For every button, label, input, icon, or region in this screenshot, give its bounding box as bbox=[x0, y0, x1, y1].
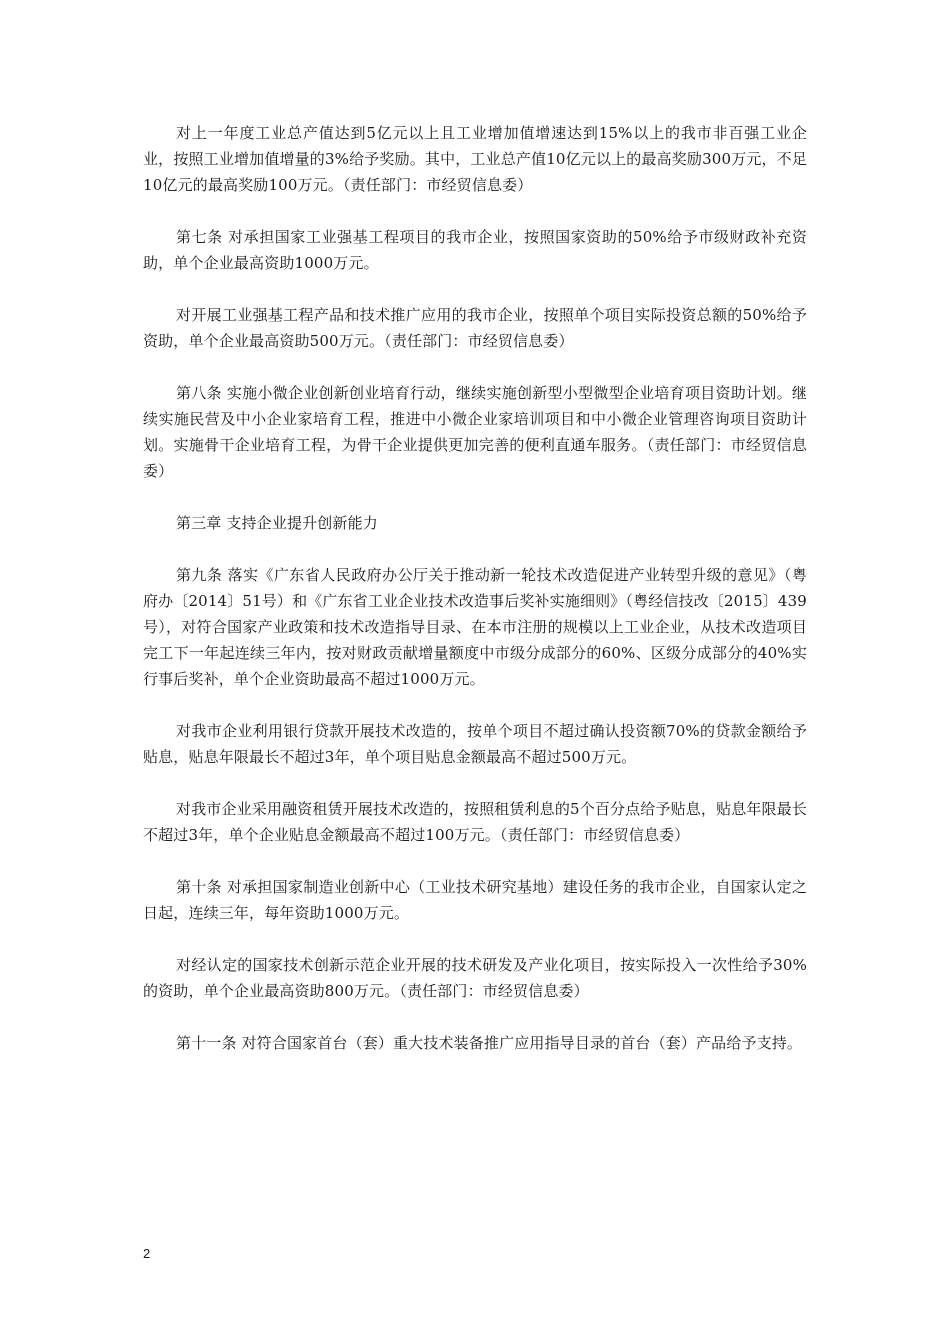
paragraph-leasing-subsidy: 对我市企业采用融资租赁开展技术改造的，按照租赁利息的5个百分点给予贴息，贴息年限最长不超过3年，单个企业贴息金额最高不超过100万元。（责任部门：市经贸信息委） bbox=[143, 800, 807, 844]
paragraph-article-9: 第九条 落实《广东省人民政府办公厅关于推动新一轮技术改造促进产业转型升级的意见》（粤府办〔2014〕51号）和《广东省工业企业技术改造事后奖补实施细则》（粤经信技改〔2015〕439号），对符合国家产业政策和技术改造指导目录、在本市注册的规模以上工业企业，从技术改造项目完工下一年起连续三年内，按对财政贡献增量额度中市级分成部分的60%、区级分成部分的40%实行事后奖补，单个企业资助最高不超过1000万元。 bbox=[143, 566, 807, 688]
paragraph-innovation-demo: 对经认定的国家技术创新示范企业开展的技术研发及产业化项目，按实际投入一次性给予30%的资助，单个企业最高资助800万元。（责任部门：市经贸信息委） bbox=[143, 956, 807, 1000]
paragraph-article-11: 第十一条 对符合国家首台（套）重大技术装备推广应用指导目录的首台（套）产品给予支持。 bbox=[176, 1034, 803, 1052]
document-body bbox=[143, 120, 807, 1082]
paragraph-award-non-top100: 对上一年度工业总产值达到5亿元以上且工业增加值增速达到15%以上的我市非百强工业企业，按照工业增加值增量的3%给予奖励。其中，工业总产值10亿元以上的最高奖励300万元，不足10亿元的最高奖励100万元。（责任部门：市经贸信息委） bbox=[143, 124, 807, 194]
page-number: 2 bbox=[143, 1246, 151, 1261]
paragraph-industrial-foundation: 对开展工业强基工程产品和技术推广应用的我市企业，按照单个项目实际投资总额的50%给予资助，单个企业最高资助500万元。（责任部门：市经贸信息委） bbox=[143, 306, 807, 350]
paragraph-article-10: 第十条 对承担国家制造业创新中心（工业技术研究基地）建设任务的我市企业，自国家认定之日起，连续三年，每年资助1000万元。 bbox=[143, 878, 807, 922]
paragraph-bank-loan-subsidy: 对我市企业利用银行贷款开展技术改造的，按单个项目不超过确认投资额70%的贷款金额给予贴息，贴息年限最长不超过3年，单个项目贴息金额最高不超过500万元。 bbox=[143, 722, 807, 766]
paragraph-article-8: 第八条 实施小微企业创新创业培育行动，继续实施创新型小型微型企业培育项目资助计划。继续实施民营及中小企业家培育工程，推进中小微企业家培训项目和中小微企业管理咨询项目资助计划。实施骨干企业培育工程，为骨干企业提供更加完善的便利直通车服务。（责任部门：市经贸信息委） bbox=[143, 384, 807, 480]
chapter-3-heading: 第三章 支持企业提升创新能力 bbox=[176, 514, 378, 532]
paragraph-article-7: 第七条 对承担国家工业强基工程项目的我市企业，按照国家资助的50%给予市级财政补充资助，单个企业最高资助1000万元。 bbox=[143, 228, 807, 272]
